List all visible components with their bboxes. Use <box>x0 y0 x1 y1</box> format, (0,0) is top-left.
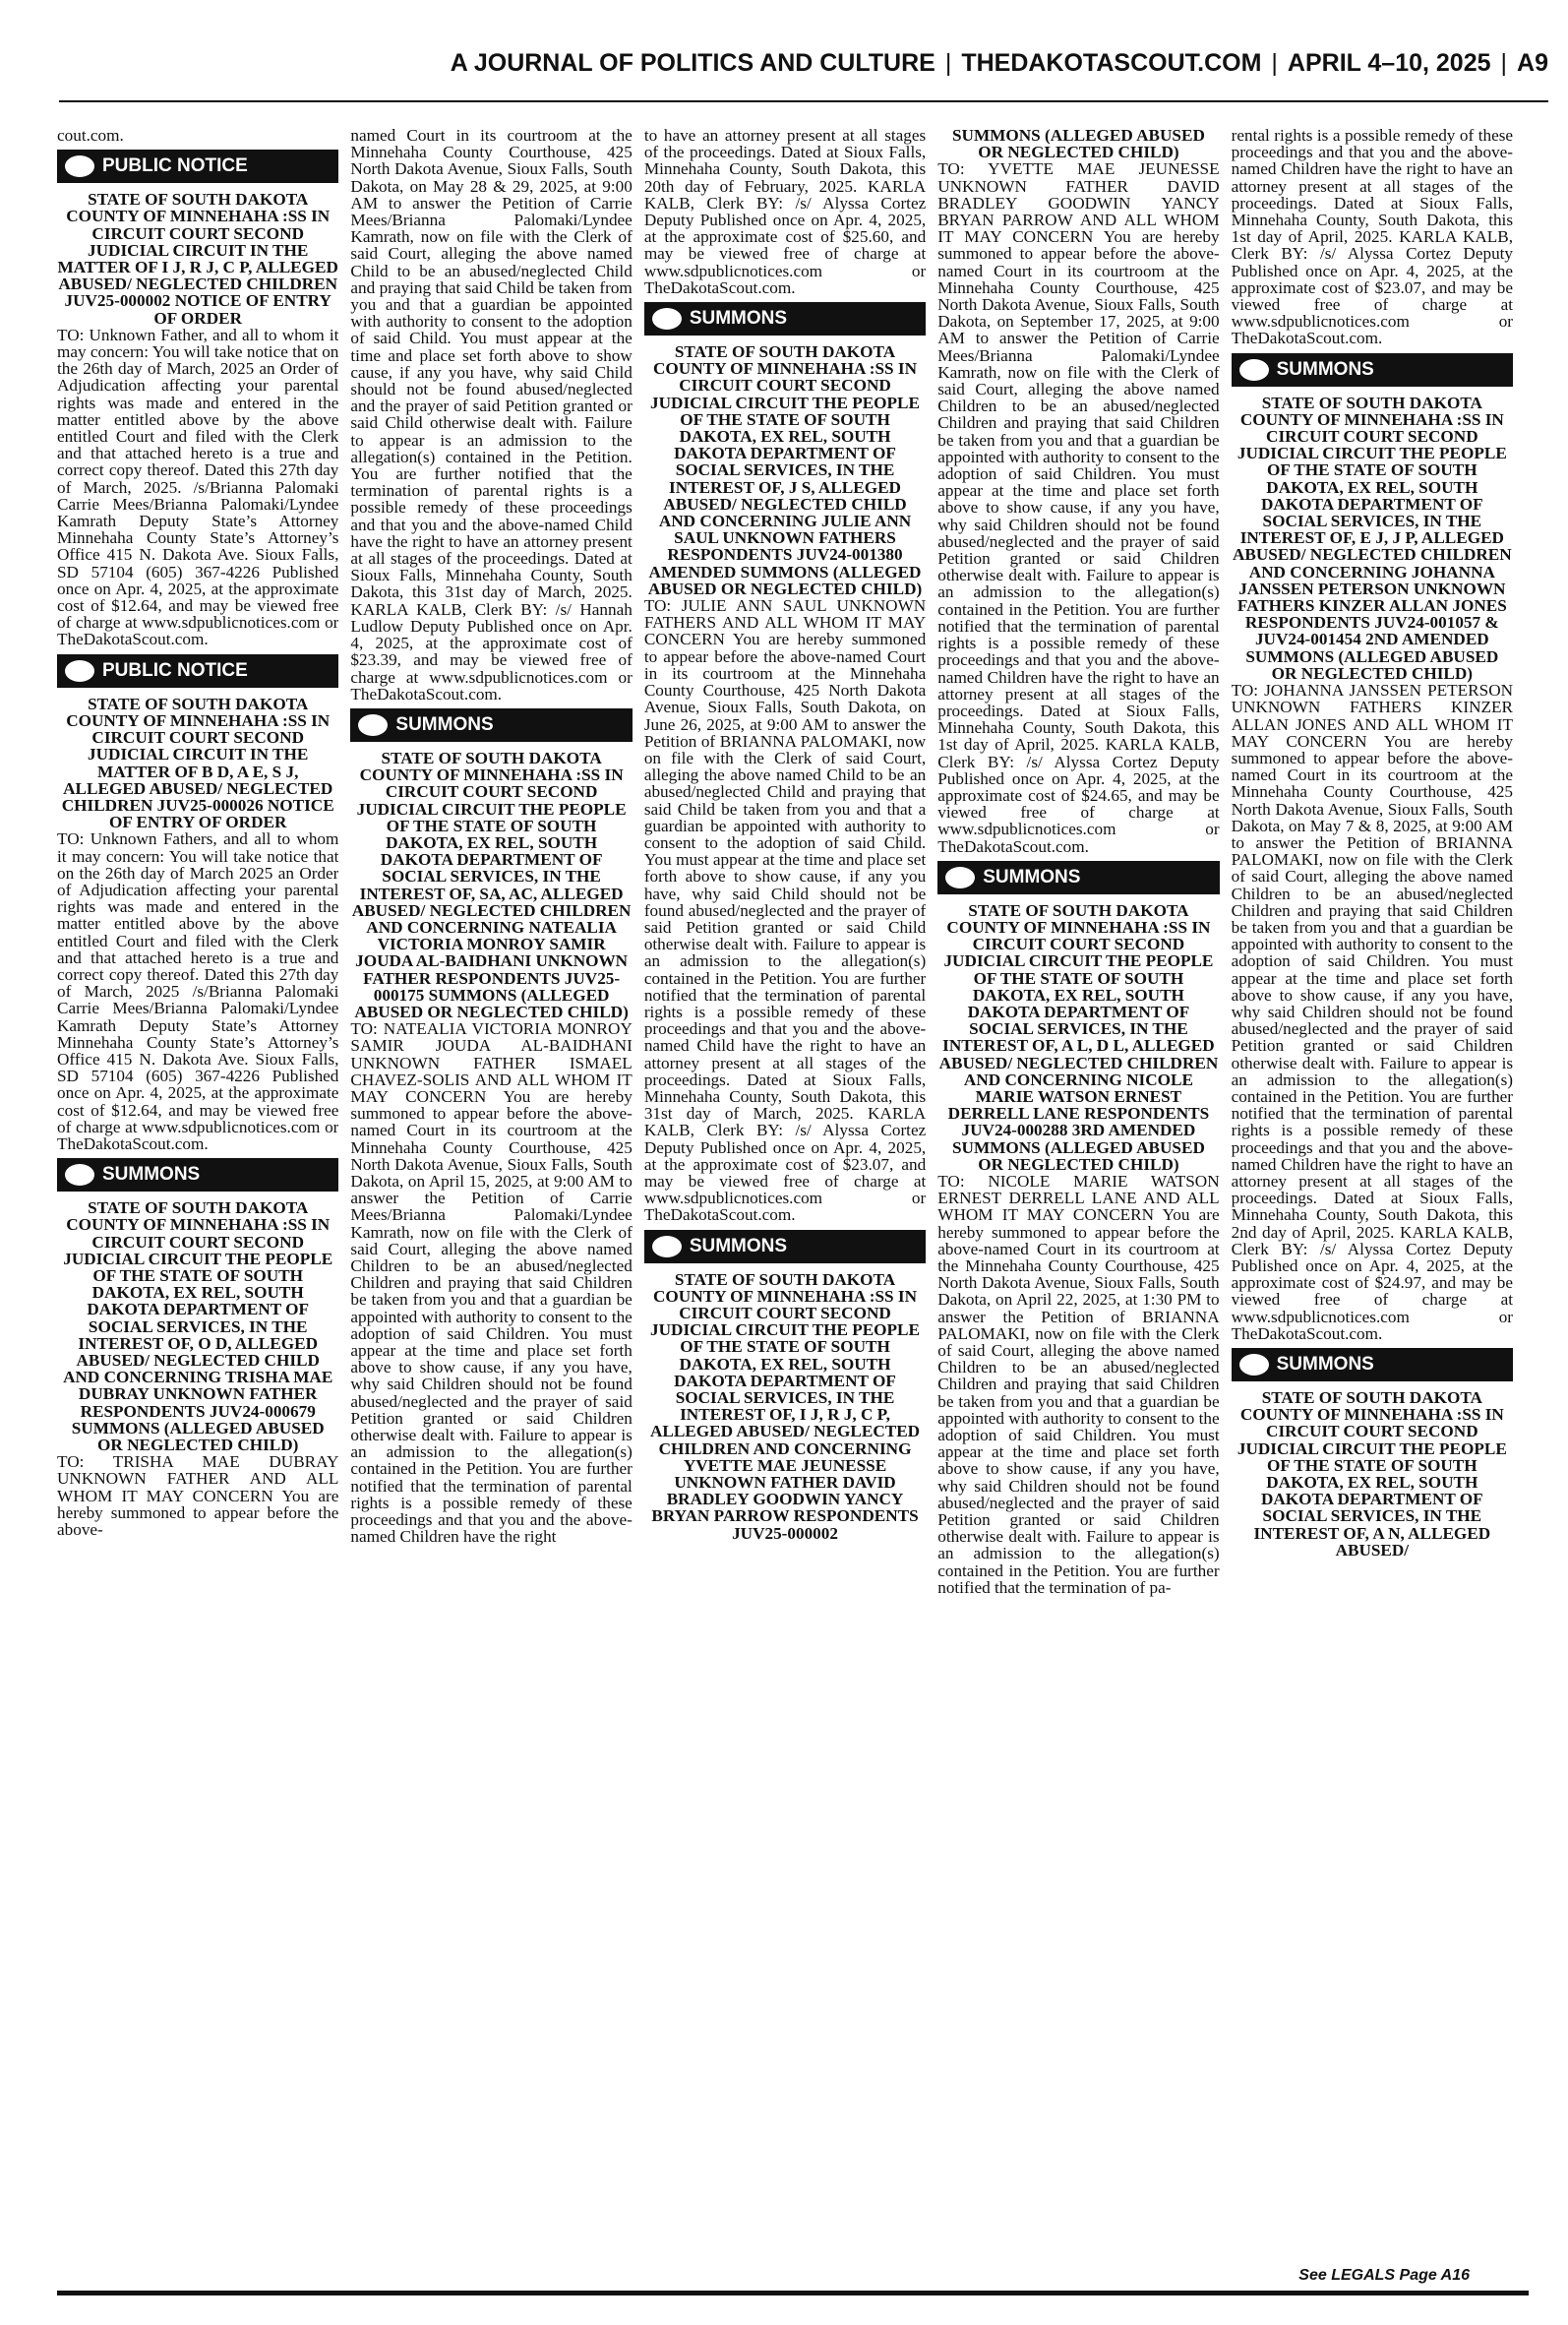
notice-heading: SUMMONS (ALLEGED ABUSED OR NEGLECTED CHILD) <box>951 127 1205 162</box>
notice-category-tag <box>644 1230 926 1263</box>
legal-notices-columns <box>57 127 1513 2272</box>
notice-heading: STATE OF SOUTH DAKOTA COUNTY OF MINNEHAHA :SS IN CIRCUIT COURT SECOND JUDICIAL CIRCUIT THE PEOPLE OF THE STATE OF SOUTH DAKOTA, EX REL, SOUTH DAKOTA DEPARTMENT OF SOCIAL SERVICES, IN THE INTEREST OF, A L, D L, ALLEGED ABUSED/ NEGLECTED CHILDREN AND CONCERNING NICOLE MARIE WATSON ERNEST DERRELL LANE RESPONDENTS JUV24-000288 3RD AMENDED SUMMONS (ALLEGED ABUSED OR NEGLECTED CHILD) <box>938 900 1219 1174</box>
notice-category-tag <box>644 302 926 336</box>
notice-category-tag <box>937 861 1219 894</box>
notice-category-label: SUMMONS <box>1276 1354 1374 1376</box>
scout-logo-icon <box>652 1236 682 1257</box>
scout-logo-icon <box>652 308 682 330</box>
notice-column <box>350 127 632 2272</box>
notice-heading: STATE OF SOUTH DAKOTA COUNTY OF MINNEHAHA :SS IN CIRCUIT COURT SECOND JUDICIAL CIRCUIT IN THE MATTER OF B D, A E, S J, ALLEGED ABUSED/ NEGLECTED CHILDREN JUV25-000026 NOTICE OF ENTRY OF ORDER <box>61 694 334 832</box>
issue-date: APRIL 4–10, 2025 <box>1287 49 1491 77</box>
notice-body: TO: JULIE ANN SAUL UNKNOWN FATHERS AND ALL WHOM IT MAY CONCERN You are hereby summoned to appear before the above-named Court in its courtroom at the Minnehaha County Courthouse, 425 North Dakota Avenue, Sioux Falls, South Dakota, on June 26, 2025, at 9:00 AM to answer the Petition of BRIANNA PALOMAKI, now on file with the Clerk of said Court, alleging the above named Child to be an abused/neglected Child and praying that said Child be taken from you and that a guardian be appointed with authority to consent to the adoption of said Child. You must appear at the time and place set forth above to show cause, if any you have, why said Child should not be found abused/neglected and the prayer of said Petition granted or said Child otherwise dealt with. Failure to appear is an admission to the allegation(s) contained in the Petition. You are further notified that the termination of parental rights is a possible remedy of these proceedings and that you and the above-named Child have the right to have an attorney present at all stages of the proceedings. Dated at Sioux Falls, Minnehaha County, South Dakota, this 31st day of March, 2025. KARLA KALB, Clerk BY: /s/ Alyssa Cortez Deputy Published once on Apr. 4, 2025, at the approximate cost of $23.07, and may be viewed free of charge at www.sdpublicnotices.com or TheDakotaScout.com. <box>643 596 927 1225</box>
header-separator: | <box>1271 49 1278 77</box>
notice-category-label: SUMMONS <box>395 713 494 735</box>
header-separator: | <box>1500 49 1508 77</box>
notice-category-label: SUMMONS <box>102 1164 201 1186</box>
notice-category-label: PUBLIC NOTICE <box>102 155 248 177</box>
notice-category-label: SUMMONS <box>689 308 788 330</box>
scout-logo-icon <box>65 660 94 682</box>
notice-body: TO: YVETTE MAE JEUNESSE UNKNOWN FATHER DAVID BRADLEY GOODWIN YANCY BRYAN PARROW AND ALL WHOM IT MAY CONCERN You are hereby summoned to appear before the above-named Court in its courtroom at the Minnehaha County Courthouse, 425 North Dakota Avenue, Sioux Falls, South Dakota, on September 17, 2025, at 9:00 AM to answer the Petition of Carrie Mees/Brianna Palomaki/Lyndee Kamrath, now on file with the Clerk of said Court, alleging the above named Children to be an abused/neglected Children and praying that said Children be taken from you and that a guardian be appointed with authority to consent to the adoption of said Children. You must appear at the time and place set forth above to show cause, if any you have, why said Children should not be found abused/neglected and the prayer of said Petition granted or said Children otherwise dealt with. Failure to appear is an admission to the allegation(s) contained in the Petition. You are further notified that the termination of parental rights is a possible remedy of these proceedings and that you and the above-named Children have the right to have an attorney present at all stages of the proceedings. Dated at Sioux Falls, Minnehaha County, South Dakota, this 1st day of April, 2025. KARLA KALB, Clerk BY: /s/ Alyssa Cortez Deputy Published once on Apr. 4, 2025, at the approximate cost of $24.65, and may be viewed free of charge at www.sdpublicnotices.com or TheDakotaScout.com. <box>937 159 1220 856</box>
page-header <box>59 39 1548 102</box>
notice-body: named Court in its courtroom at the Minnehaha County Courthouse, 425 North Dakota Avenue, Sioux Falls, South Dakota, on May 28 & 29, 2025, at 9:00 AM to answer the Petition of Carrie Mees/Brianna Palomaki/Lyndee Kamrath, now on file with the Clerk of said Court, alleging the above named Child to be an abused/neglected Child and praying that said Child be taken from you and that a guardian be appointed with authority to consent to the adoption of said Child. You must appear at the time and place set forth above to show cause, if any you have, why said Child should not be found abused/neglected and the prayer of said Petition granted or said Child otherwise dealt with. Failure to appear is an admission to the allegation(s) contained in the Petition. You are further notified that the termination of parental rights is a possible remedy of these proceedings and that you and the above-named Child have the right to have an attorney present at all stages of the proceedings. Dated at Sioux Falls, Minnehaha County, South Dakota, this 31st day of March, 2025. KARLA KALB, Clerk BY: /s/ Hannah Ludlow Deputy Published once on Apr. 4, 2025, at the approximate cost of $23.39, and may be viewed free of charge at www.sdpublicnotices.com or TheDakotaScout.com. <box>350 127 633 704</box>
notice-heading: STATE OF SOUTH DAKOTA COUNTY OF MINNEHAHA :SS IN CIRCUIT COURT SECOND JUDICIAL CIRCUIT THE PEOPLE OF THE STATE OF SOUTH DAKOTA, EX REL, SOUTH DAKOTA DEPARTMENT OF SOCIAL SERVICES, IN THE INTEREST OF, SA, AC, ALLEGED ABUSED/ NEGLECTED CHILDREN AND CONCERNING NATEALIA VICTORIA MONROY SAMIR JOUDA AL-BAIDHANI UNKNOWN FATHER RESPONDENTS JUV25-000175 SUMMONS (ALLEGED ABUSED OR NEGLECTED CHILD) <box>351 748 632 1021</box>
notice-category-tag <box>1232 1348 1513 1381</box>
notice-category-tag <box>57 1158 338 1192</box>
notice-column <box>937 127 1219 2272</box>
notice-heading: STATE OF SOUTH DAKOTA COUNTY OF MINNEHAHA :SS IN CIRCUIT COURT SECOND JUDICIAL CIRCUIT THE PEOPLE OF THE STATE OF SOUTH DAKOTA, EX REL, SOUTH DAKOTA DEPARTMENT OF SOCIAL SERVICES, IN THE INTEREST OF, O D, ALLEGED ABUSED/ NEGLECTED CHILD AND CONCERNING TRISHA MAE DUBRAY UNKNOWN FATHER RESPONDENTS JUV24-000679 SUMMONS (ALLEGED ABUSED OR NEGLECTED CHILD) <box>63 1198 333 1455</box>
site-name[interactable]: THEDAKOTASCOUT.COM <box>961 49 1262 77</box>
scout-logo-icon <box>1239 359 1269 381</box>
notice-heading: STATE OF SOUTH DAKOTA COUNTY OF MINNEHAHA :SS IN CIRCUIT COURT SECOND JUDICIAL CIRCUIT THE PEOPLE OF THE STATE OF SOUTH DAKOTA, EX REL, SOUTH DAKOTA DEPARTMENT OF SOCIAL SERVICES, IN THE INTEREST OF, I J, R J, C P, ALLEGED ABUSED/ NEGLECTED CHILDREN AND CONCERNING YVETTE MAE JEUNESSE UNKNOWN FATHER DAVID BRADLEY GOODWIN YANCY BRYAN PARROW RESPONDENTS JUV25-000002 <box>649 1269 921 1543</box>
notice-category-label: SUMMONS <box>983 866 1081 887</box>
notice-heading: STATE OF SOUTH DAKOTA COUNTY OF MINNEHAHA :SS IN CIRCUIT COURT SECOND JUDICIAL CIRCUIT IN THE MATTER OF I J, R J, C P, ALLEGED ABUSED/ NEGLECTED CHILDREN JUV25-000002 NOTICE OF ENTRY OF ORDER <box>57 190 338 328</box>
notice-body: TO: TRISHA MAE DUBRAY UNKNOWN FATHER AND ALL WHOM IT MAY CONCERN You are hereby summoned to appear before the above- <box>57 1452 339 1540</box>
notice-heading: STATE OF SOUTH DAKOTA COUNTY OF MINNEHAHA :SS IN CIRCUIT COURT SECOND JUDICIAL CIRCUIT THE PEOPLE OF THE STATE OF SOUTH DAKOTA, EX REL, SOUTH DAKOTA DEPARTMENT OF SOCIAL SERVICES, IN THE INTEREST OF, E J, J P, ALLEGED ABUSED/ NEGLECTED CHILDREN AND CONCERNING JOHANNA JANSSEN PETERSON UNKNOWN FATHERS KINZER ALLAN JONES RESPONDENTS JUV24-001057 & JUV24-001454 2ND AMENDED SUMMONS (ALLEGED ABUSED OR NEGLECTED CHILD) <box>1233 393 1512 683</box>
page-number: A9 <box>1517 49 1548 77</box>
scout-logo-icon <box>1239 1354 1269 1376</box>
notice-heading: STATE OF SOUTH DAKOTA COUNTY OF MINNEHAHA :SS IN CIRCUIT COURT SECOND JUDICIAL CIRCUIT THE PEOPLE OF THE STATE OF SOUTH DAKOTA, EX REL, SOUTH DAKOTA DEPARTMENT OF SOCIAL SERVICES, IN THE INTEREST OF, J S, ALLEGED ABUSED/ NEGLECTED CHILD AND CONCERNING JULIE ANN SAUL UNKNOWN FATHERS RESPONDENTS JUV24-001380 AMENDED SUMMONS (ALLEGED ABUSED OR NEGLECTED CHILD) <box>647 342 923 598</box>
notice-heading: STATE OF SOUTH DAKOTA COUNTY OF MINNEHAHA :SS IN CIRCUIT COURT SECOND JUDICIAL CIRCUIT THE PEOPLE OF THE STATE OF SOUTH DAKOTA, EX REL, SOUTH DAKOTA DEPARTMENT OF SOCIAL SERVICES, IN THE INTEREST OF, A N, ALLEGED ABUSED/ <box>1236 1388 1507 1560</box>
bottom-rule <box>57 2291 1529 2295</box>
notice-category-tag <box>57 654 338 688</box>
notice-body: cout.com. <box>57 127 124 145</box>
scout-logo-icon <box>65 1164 94 1186</box>
notice-body: TO: Unknown Fathers, and all to whom it may concern: You will take notice that on the 26th day of March 2025 an Order of Adjudication affecting your parental rights was made and entered in the matter entitled above by the above entitled Court and filed with the Clerk and that attached hereto is a true and correct copy thereof. Dated this 27th day of March, 2025 /s/Brianna Palomaki Carrie Mees/Brianna Palomaki/Lyndee Kamrath Deputy State’s Attorney Minnehaha County State’s Attorney’s Office 415 N. Dakota Ave. Sioux Falls, SD 57104 (605) 367-4226 Published once on Apr. 4, 2025, at the approximate cost of $12.64, and may be viewed free of charge at www.sdpublicnotices.com or TheDakotaScout.com. <box>57 829 339 1153</box>
notice-column <box>57 127 338 2272</box>
notice-category-label: SUMMONS <box>689 1235 788 1256</box>
continued-on-page: See LEGALS Page A16 <box>1298 2267 1470 2284</box>
header-separator: | <box>944 49 952 77</box>
notice-category-label: SUMMONS <box>1276 358 1374 380</box>
notice-body: TO: Unknown Father, and all to whom it may concern: You will take notice that on the 26th day of March, 2025 an Order of Adjudication affecting your parental rights was made and entered in the matter entitled above by the above entitled Court and filed with the Clerk and that attached hereto is a true and correct copy thereof. Dated this 27th day of March, 2025. /s/Brianna Palomaki Carrie Mees/Brianna Palomaki/Lyndee Kamrath Deputy State’s Attorney Minnehaha County State’s Attorney’s Office 415 N. Dakota Ave. Sioux Falls, SD 57104 (605) 367-4226 Published once on Apr. 4, 2025, at the approximate cost of $12.64, and may be viewed free of charge at www.sdpublicnotices.com or TheDakotaScout.com. <box>57 325 339 649</box>
notice-category-tag <box>1232 353 1513 387</box>
notice-category-tag <box>57 150 338 183</box>
notice-category-label: PUBLIC NOTICE <box>102 659 248 681</box>
scout-logo-icon <box>65 155 94 177</box>
notice-body: to have an attorney present at all stages of the proceedings. Dated at Sioux Falls, Minnehaha County, South Dakota, this 20th day of February, 2025. KARLA KALB, Clerk BY: /s/ Alyssa Cortez Deputy Published once on Apr. 4, 2025, at the approximate cost of $25.60, and may be viewed free of charge at www.sdpublicnotices.com or TheDakotaScout.com. <box>643 127 927 297</box>
notice-column <box>1232 127 1513 2272</box>
notice-category-tag <box>350 708 632 742</box>
notice-body: TO: JOHANNA JANSSEN PETERSON UNKNOWN FATHERS KINZER ALLAN JONES AND ALL WHOM IT MAY CONCERN You are hereby summoned to appear before the above-named Court in its courtroom at the Minnehaha County Courthouse, 425 North Dakota Avenue, Sioux Falls, South Dakota, on May 7 & 8, 2025, at 9:00 AM to answer the Petition of BRIANNA PALOMAKI, now on file with the Clerk of said Court, alleging the above named Children to be an abused/neglected Children and praying that said Children be taken from you and that a guardian be appointed with authority to consent to the adoption of said Children. You must appear at the time and place set forth above to show cause, if any you have, why said Children should not be found abused/neglected and the prayer of said Petition granted or said Children otherwise dealt with. Failure to appear is an admission to the allegation(s) contained in the Petition. You are further notified that the termination of parental rights is a possible remedy of these proceedings and that you and the above-named Children have the right to have an attorney present at all stages of the proceedings. Dated at Sioux Falls, Minnehaha County, South Dakota, this 2nd day of April, 2025. KARLA KALB, Clerk BY: /s/ Alyssa Cortez Deputy Published once on Apr. 4, 2025, at the approximate cost of $24.97, and may be viewed free of charge at www.sdpublicnotices.com or TheDakotaScout.com. <box>1231 681 1514 1343</box>
notice-body: TO: NICOLE MARIE WATSON ERNEST DERRELL LANE AND ALL WHOM IT MAY CONCERN You are hereby summoned to appear before the above-named Court in its courtroom at the Minnehaha County Courthouse, 425 North Dakota Avenue, Sioux Falls, South Dakota, on April 22, 2025, at 1:30 PM to answer the Petition of BRIANNA PALOMAKI, now on file with the Clerk of said Court, alleging the above named Children to be an abused/neglected Children and praying that said Children be taken from you and that a guardian be appointed with authority to consent to the adoption of said Children. You must appear at the time and place set forth above to show cause, if any you have, why said Children should not be found abused/neglected and the prayer of said Petition granted or said Children otherwise dealt with. Failure to appear is an admission to the allegation(s) contained in the Petition. You are further notified that the termination of pa- <box>937 1171 1220 1597</box>
journal-tagline: A JOURNAL OF POLITICS AND CULTURE <box>450 49 935 77</box>
scout-logo-icon <box>945 867 975 888</box>
notice-column <box>644 127 926 2272</box>
scout-logo-icon <box>358 714 388 736</box>
notice-body: rental rights is a possible remedy of these proceedings and that you and the above-named Children have the right to have an attorney present at all stages of the proceedings. Dated at Sioux Falls, Minnehaha County, South Dakota, this 1st day of April, 2025. KARLA KALB, Clerk BY: /s/ Alyssa Cortez Deputy Published once on Apr. 4, 2025, at the approximate cost of $23.07, and may be viewed free of charge at www.sdpublicnotices.com or TheDakotaScout.com. <box>1231 127 1514 348</box>
notice-body: TO: NATEALIA VICTORIA MONROY SAMIR JOUDA AL-BAIDHANI UNKNOWN FATHER ISMAEL CHAVEZ-SOLIS AND ALL WHOM IT MAY CONCERN You are hereby summoned to appear before the above-named Court in its courtroom at the Minnehaha County Courthouse, 425 North Dakota Avenue, Sioux Falls, South Dakota, on April 15, 2025, at 9:00 AM to answer the Petition of Carrie Mees/Brianna Palomaki/Lyndee Kamrath, now on file with the Clerk of said Court, alleging the above named Children to be an abused/neglected Children and praying that said Children be taken from you and that a guardian be appointed with authority to consent to the adoption of said Children. You must appear at the time and place set forth above to show cause, if any you have, why said Children should not be found abused/neglected and the prayer of said Petition granted or said Children otherwise dealt with. Failure to appear is an admission to the allegation(s) contained in the Petition. You are further notified that the termination of parental rights is a possible remedy of these proceedings and that you and the above-named Children have the right <box>350 1019 633 1547</box>
